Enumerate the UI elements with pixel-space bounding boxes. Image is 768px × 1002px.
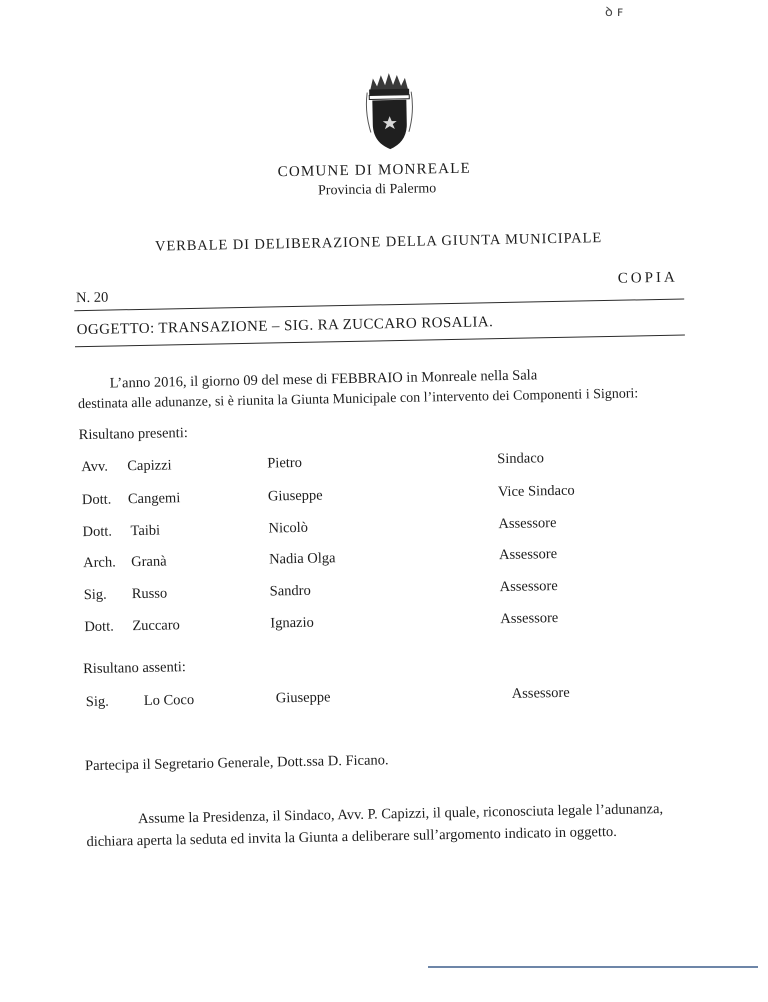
deliberation-number: N. 20 xyxy=(75,289,109,307)
member-surname: Capizzi xyxy=(127,457,172,475)
member-title: Arch. xyxy=(82,554,116,572)
secretary-line: Partecipa il Segretario Generale, Dott.ssa D. Ficano. xyxy=(84,752,389,775)
member-name: Giuseppe xyxy=(275,689,331,707)
member-title: Dott. xyxy=(84,618,114,636)
member-surname: Zuccaro xyxy=(132,617,181,635)
present-heading: Risultano presenti: xyxy=(78,425,188,444)
member-name: Pietro xyxy=(267,454,303,472)
member-title: Dott. xyxy=(82,523,113,541)
closing-line-1: Assume la Presidenza, il Sindaco, Avv. P. Capizzi, il quale, riconosciuta legale l’adunanza, xyxy=(137,801,664,828)
closing-line-2: dichiara aperta la seduta ed invita la Giunta a deliberare sull’argomento indicato in oggetto. xyxy=(86,823,617,851)
member-name: Ignazio xyxy=(270,614,314,632)
member-name: Sandro xyxy=(269,582,311,600)
member-role: Sindaco xyxy=(497,450,545,468)
member-title: Sig. xyxy=(83,586,107,604)
subject-line: OGGETTO: TRANSAZIONE – SIG. RA ZUCCARO ROSALIA. xyxy=(76,314,494,339)
municipality-name: COMUNE DI MONREALE xyxy=(277,160,472,181)
province-name: Provincia di Palermo xyxy=(317,181,437,199)
member-surname: Lo Coco xyxy=(143,691,195,709)
member-surname: Granà xyxy=(130,553,167,571)
member-name: Nicolò xyxy=(268,519,309,537)
member-surname: Taibi xyxy=(130,522,161,540)
member-title: Sig. xyxy=(85,693,109,711)
document-title: VERBALE DI DELIBERAZIONE DELLA GIUNTA MUNICIPALE xyxy=(154,230,603,255)
member-role: Assessore xyxy=(499,577,558,596)
municipal-crest-icon xyxy=(364,72,416,153)
corner-handwritten-mark: ꝺ ꜰ xyxy=(605,5,624,20)
intro-line-1: L’anno 2016, il giorno 09 del mese di FEBBRAIO in Monreale nella Sala xyxy=(109,367,538,392)
member-title: Avv. xyxy=(81,458,109,476)
absent-heading: Risultano assenti: xyxy=(83,659,187,678)
scan-edge-line xyxy=(428,966,758,968)
member-role: Assessore xyxy=(511,684,570,702)
member-role: Vice Sindaco xyxy=(497,482,575,501)
member-role: Assessore xyxy=(500,609,559,628)
member-surname: Russo xyxy=(131,585,168,603)
separator-top xyxy=(74,299,684,312)
member-role: Assessore xyxy=(498,545,558,564)
member-name: Giuseppe xyxy=(267,487,323,505)
copy-label: COPIA xyxy=(617,269,678,287)
member-title: Dott. xyxy=(81,491,112,509)
member-role: Assessore xyxy=(498,515,557,533)
member-name: Nadia Olga xyxy=(268,550,336,568)
member-surname: Cangemi xyxy=(127,490,181,508)
intro-line-2: destinata alle adunanze, si è riunita la Giunta Municipale con l’intervento dei Componenti i Signori: xyxy=(77,386,639,413)
